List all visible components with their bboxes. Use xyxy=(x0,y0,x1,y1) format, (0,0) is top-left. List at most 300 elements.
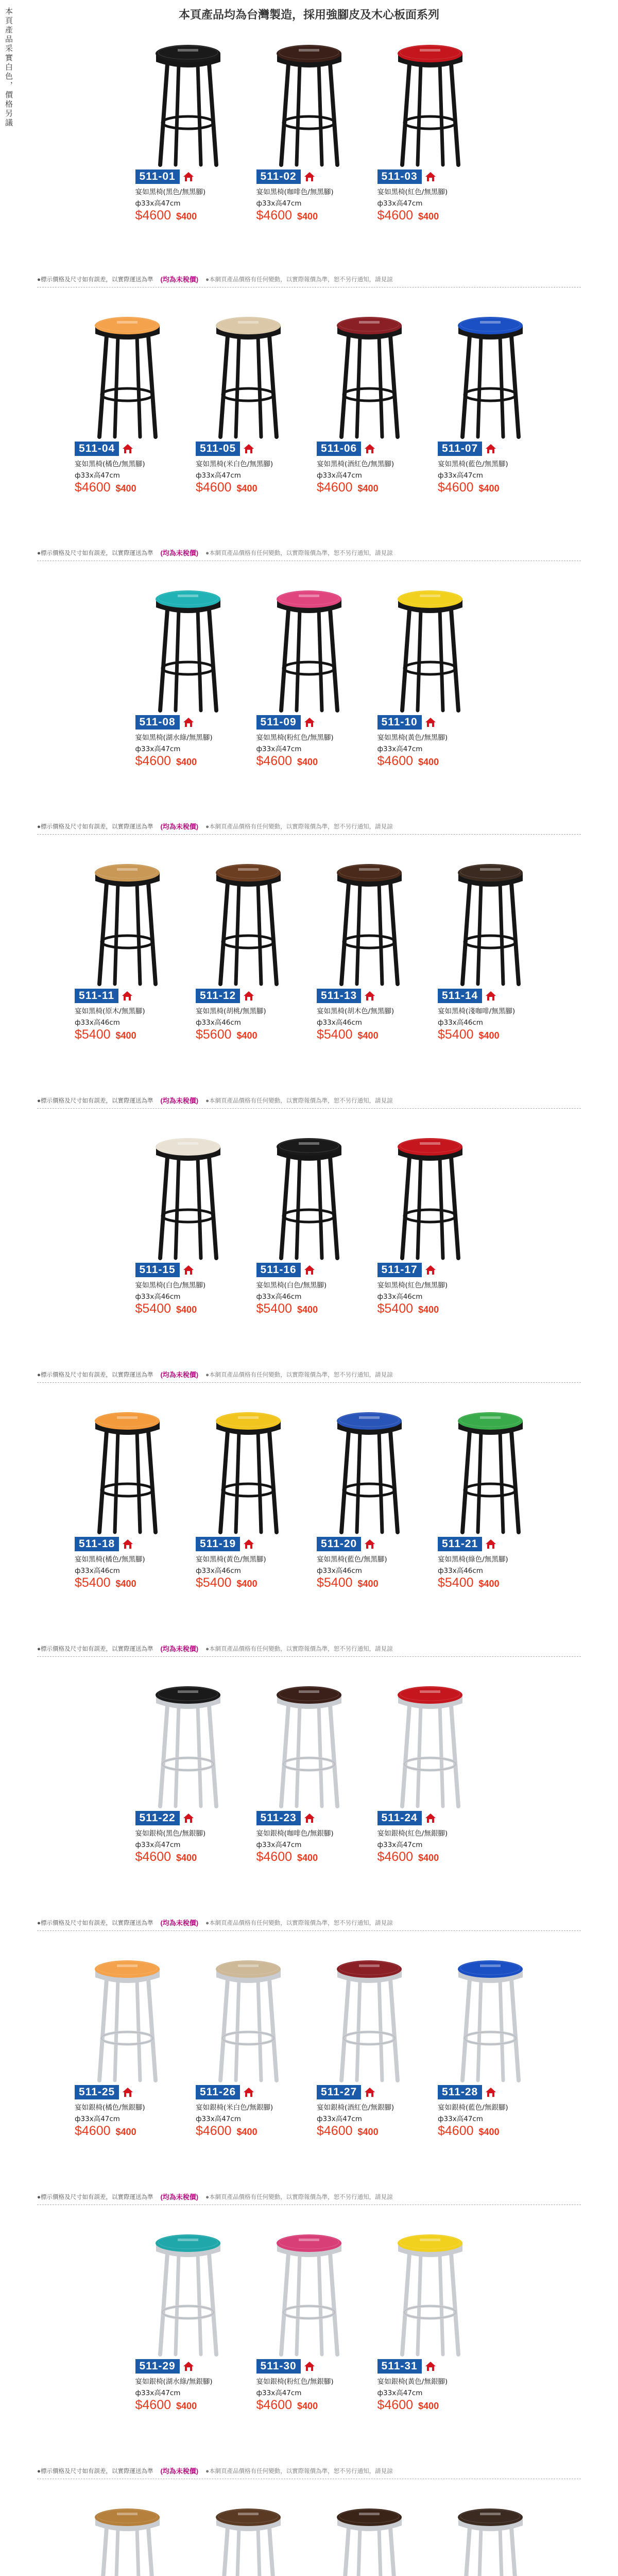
made-in-taiwan-house-icon xyxy=(485,443,496,454)
product-code-line xyxy=(256,715,315,730)
product-price: $5400 xyxy=(135,1301,171,1316)
product-price: $4600 xyxy=(135,208,171,223)
made-in-taiwan-house-icon xyxy=(425,171,436,182)
price-line xyxy=(317,480,379,495)
stool-image xyxy=(75,1399,180,1536)
product-code: 511-25 xyxy=(75,2085,119,2099)
note-right: ●本網頁產品價格有任何變動，以實際報價為準，恕不另行通知，請見諒 xyxy=(205,550,393,556)
stool-image xyxy=(317,1947,422,2084)
product-row xyxy=(0,566,618,769)
product-section xyxy=(0,1388,618,1662)
note-right: ●本網頁產品價格有任何變動，以實際報價為準，恕不另行通知，請見諒 xyxy=(205,1920,393,1926)
product-card[interactable] xyxy=(377,1673,483,1865)
product-extra-price: $400 xyxy=(115,2127,136,2137)
stool-image xyxy=(75,1947,180,2084)
product-code-line xyxy=(196,442,254,456)
product-code: 511-12 xyxy=(196,989,240,1003)
product-dimensions: ф33x高46cm xyxy=(75,1567,120,1575)
price-line xyxy=(196,1575,258,1590)
made-in-taiwan-house-icon xyxy=(304,2361,315,2372)
product-code-line xyxy=(256,170,315,184)
product-price: $4600 xyxy=(135,2398,171,2412)
price-note-bar xyxy=(37,548,581,561)
note-right: ●本網頁產品價格有任何變動，以實際報價為準，恕不另行通知，請見諒 xyxy=(205,1097,393,1104)
product-code: 511-26 xyxy=(196,2085,240,2099)
price-line xyxy=(317,2124,379,2139)
product-extra-price: $400 xyxy=(176,2401,197,2411)
product-card[interactable] xyxy=(256,32,362,223)
made-in-taiwan-house-icon xyxy=(364,2087,375,2098)
made-in-taiwan-house-icon xyxy=(425,2361,436,2372)
product-price: $5400 xyxy=(196,1575,232,1590)
product-extra-price: $400 xyxy=(418,1304,439,1315)
price-note-bar xyxy=(37,1369,581,1383)
product-section xyxy=(0,1936,618,2210)
stool-image xyxy=(317,304,422,440)
product-code: 511-07 xyxy=(438,442,482,456)
product-row xyxy=(0,1936,618,2139)
product-name: 宴如黑椅(橘色/無黑腳) xyxy=(75,460,145,468)
product-section xyxy=(0,566,618,840)
product-extra-price: $400 xyxy=(478,483,500,494)
product-extra-price: $400 xyxy=(115,483,136,494)
product-dimensions: ф33x高46cm xyxy=(317,1567,362,1575)
product-extra-price: $400 xyxy=(176,1304,197,1315)
product-dimensions: ф33x高47cm xyxy=(256,2389,302,2397)
product-name: 宴如黑椅(米白色/無黑腳) xyxy=(196,460,273,468)
product-dimensions: ф33x高47cm xyxy=(317,471,362,480)
product-row xyxy=(0,32,618,223)
product-extra-price: $400 xyxy=(115,1030,136,1041)
stool-image xyxy=(196,2496,301,2576)
product-card[interactable] xyxy=(196,304,301,495)
product-price: $4600 xyxy=(317,480,353,495)
product-name: 宴如黑椅(藍色/無黑腳) xyxy=(438,460,508,468)
product-card[interactable] xyxy=(317,1399,422,1590)
product-name: 宴如銀椅(橘色/無銀腳) xyxy=(75,2104,145,2112)
product-section xyxy=(0,293,618,566)
product-dimensions: ф33x高46cm xyxy=(317,1019,362,1027)
product-extra-price: $400 xyxy=(418,757,439,767)
product-code: 511-13 xyxy=(317,989,361,1003)
made-in-taiwan-house-icon xyxy=(122,443,133,454)
tax-note: (均為未稅價) xyxy=(160,2467,199,2475)
made-in-taiwan-house-icon xyxy=(243,443,254,454)
note-right: ●本網頁產品價格有任何變動，以實際報價為準，恕不另行通知，請見諒 xyxy=(205,276,393,283)
product-price: $4600 xyxy=(196,2124,232,2138)
product-name: 宴如銀椅(藍色/無銀腳) xyxy=(438,2104,508,2112)
product-price: $5400 xyxy=(377,1301,414,1316)
product-name: 宴如黑椅(淺咖啡/無黑腳) xyxy=(438,1007,516,1015)
stool-image xyxy=(196,1399,301,1536)
made-in-taiwan-house-icon xyxy=(425,717,436,728)
product-dimensions: ф33x高47cm xyxy=(196,471,241,480)
stool-image xyxy=(135,1673,241,1810)
product-card[interactable] xyxy=(377,2222,483,2413)
product-card[interactable] xyxy=(438,851,543,1042)
product-extra-price: $400 xyxy=(478,1030,500,1041)
product-card[interactable] xyxy=(135,578,241,769)
product-card[interactable] xyxy=(256,1125,362,1316)
product-code: 511-27 xyxy=(317,2085,361,2099)
product-dimensions: ф33x高47cm xyxy=(377,745,423,753)
product-code-line xyxy=(377,1263,436,1277)
product-price: $4600 xyxy=(256,208,293,223)
product-dimensions: ф33x高47cm xyxy=(377,2389,423,2397)
stool-image xyxy=(196,1947,301,2084)
stool-image xyxy=(196,304,301,440)
price-note-bar xyxy=(37,2192,581,2205)
product-code: 511-11 xyxy=(75,989,118,1003)
product-extra-price: $400 xyxy=(236,1579,258,1589)
product-code-line xyxy=(377,2359,436,2374)
price-line xyxy=(256,1850,318,1865)
product-extra-price: $400 xyxy=(236,2127,258,2137)
product-code-line xyxy=(317,442,375,456)
product-code-line xyxy=(135,715,194,730)
product-card[interactable] xyxy=(75,1399,180,1590)
product-card[interactable] xyxy=(438,1399,543,1590)
price-line xyxy=(75,1027,136,1042)
product-code: 511-23 xyxy=(256,1811,301,1825)
product-extra-price: $400 xyxy=(236,483,258,494)
product-name: 宴如黑椅(咖啡色/無黑腳) xyxy=(256,188,334,196)
price-line xyxy=(317,1575,379,1590)
product-row xyxy=(0,1662,618,1865)
stool-image xyxy=(135,1125,241,1262)
product-price: $4600 xyxy=(377,754,414,768)
product-name: 宴如黑椅(湖水綠/無黑腳) xyxy=(135,734,213,742)
product-extra-price: $400 xyxy=(418,211,439,222)
price-line xyxy=(377,1850,439,1865)
product-price: $4600 xyxy=(317,2124,353,2138)
price-line xyxy=(256,1301,318,1316)
product-row xyxy=(0,2210,618,2413)
note-left: ●標示價格及尺寸如有誤差，以實際運送為準 xyxy=(37,550,153,556)
stool-image xyxy=(196,851,301,988)
stool-image xyxy=(438,2496,543,2576)
product-name: 宴如黑椅(黃色/無黑腳) xyxy=(377,734,448,742)
product-card[interactable] xyxy=(438,304,543,495)
product-card[interactable] xyxy=(377,1125,483,1316)
price-line xyxy=(75,2124,136,2139)
product-price: $4600 xyxy=(438,2124,474,2138)
stool-image xyxy=(438,1947,543,2084)
product-price: $4600 xyxy=(256,1850,293,1864)
price-line xyxy=(317,1027,379,1042)
product-card[interactable] xyxy=(317,2496,422,2576)
product-extra-price: $400 xyxy=(357,1579,379,1589)
product-card[interactable] xyxy=(256,2222,362,2413)
made-in-taiwan-house-icon xyxy=(243,2087,254,2098)
price-line xyxy=(135,2398,197,2413)
product-code: 511-10 xyxy=(377,715,422,730)
note-left: ●標示價格及尺寸如有誤差，以實際運送為準 xyxy=(37,1097,153,1104)
product-price: $5400 xyxy=(256,1301,293,1316)
product-dimensions: ф33x高47cm xyxy=(317,2115,362,2123)
product-row xyxy=(0,1388,618,1590)
product-name: 宴如黑椅(胡桃/無黑腳) xyxy=(196,1007,266,1015)
product-code: 511-22 xyxy=(135,1811,180,1825)
stool-image xyxy=(377,2222,483,2358)
product-card[interactable] xyxy=(438,1947,543,2139)
price-note-bar xyxy=(37,821,581,835)
made-in-taiwan-house-icon xyxy=(183,171,194,182)
stool-image xyxy=(377,32,483,168)
product-code-line xyxy=(438,442,496,456)
product-extra-price: $400 xyxy=(115,1579,136,1589)
product-code: 511-05 xyxy=(196,442,240,456)
product-name: 宴如黑椅(綠色/無黑腳) xyxy=(438,1555,508,1564)
product-code: 511-17 xyxy=(377,1263,422,1277)
price-note-bar xyxy=(37,274,581,287)
price-line xyxy=(196,2124,258,2139)
stool-image xyxy=(438,851,543,988)
made-in-taiwan-house-icon xyxy=(304,1264,315,1276)
product-card[interactable] xyxy=(377,32,483,223)
made-in-taiwan-house-icon xyxy=(122,990,133,1002)
product-dimensions: ф33x高46cm xyxy=(438,1019,483,1027)
stool-image xyxy=(317,851,422,988)
product-code-line xyxy=(438,989,496,1003)
product-price: $5400 xyxy=(317,1027,353,1042)
page-title: 本頁產品均為台灣製造，採用強腳皮及木心板面系列 xyxy=(178,8,439,22)
product-sections xyxy=(0,32,618,2576)
product-code: 511-21 xyxy=(438,1537,482,1551)
product-card[interactable] xyxy=(75,2496,180,2576)
note-right: ●本網頁產品價格有任何變動，以實際報價為準，恕不另行通知，請見諒 xyxy=(205,1371,393,1378)
product-card[interactable] xyxy=(196,2496,301,2576)
product-card[interactable] xyxy=(135,1125,241,1316)
product-card[interactable] xyxy=(196,1947,301,2139)
product-name: 宴如黑椅(橘色/無黑腳) xyxy=(75,1555,145,1564)
price-line xyxy=(377,1301,439,1316)
price-line xyxy=(256,754,318,769)
product-row xyxy=(0,840,618,1042)
product-card[interactable] xyxy=(256,1673,362,1865)
stool-image xyxy=(317,2496,422,2576)
product-card[interactable] xyxy=(135,2222,241,2413)
product-card[interactable] xyxy=(75,851,180,1042)
product-code-line xyxy=(75,1537,133,1551)
product-name: 宴如銀椅(湖水綠/無銀腳) xyxy=(135,2378,213,2386)
product-section xyxy=(0,32,618,293)
price-line xyxy=(438,1575,500,1590)
product-extra-price: $400 xyxy=(176,1853,197,1863)
note-right: ●本網頁產品價格有任何變動，以實際報價為準，恕不另行通知，請見諒 xyxy=(205,2194,393,2200)
tax-note: (均為未稅價) xyxy=(160,1919,199,1927)
tax-note: (均為未稅價) xyxy=(160,1097,199,1105)
product-code: 511-03 xyxy=(377,170,422,184)
product-section xyxy=(0,2484,618,2576)
product-dimensions: ф33x高47cm xyxy=(256,1841,302,1849)
product-row xyxy=(0,293,618,495)
tax-note: (均為未稅價) xyxy=(160,1645,199,1653)
product-dimensions: ф33x高46cm xyxy=(377,1293,423,1301)
made-in-taiwan-house-icon xyxy=(304,717,315,728)
product-code: 511-08 xyxy=(135,715,180,730)
product-card[interactable] xyxy=(317,1947,422,2139)
made-in-taiwan-house-icon xyxy=(304,1812,315,1824)
stool-image xyxy=(256,578,362,714)
product-extra-price: $400 xyxy=(357,1030,379,1041)
product-code: 511-18 xyxy=(75,1537,119,1551)
stool-image xyxy=(377,1673,483,1810)
product-code-line xyxy=(135,1811,194,1825)
product-dimensions: ф33x高47cm xyxy=(135,199,181,208)
product-code-line xyxy=(377,715,436,730)
product-name: 宴如黑椅(粉紅色/無黑腳) xyxy=(256,734,334,742)
price-line xyxy=(75,480,136,495)
product-code: 511-06 xyxy=(317,442,361,456)
product-section xyxy=(0,2210,618,2484)
product-price: $5400 xyxy=(75,1575,111,1590)
made-in-taiwan-house-icon xyxy=(485,2087,496,2098)
product-code-line xyxy=(438,1537,496,1551)
note-right: ●本網頁產品價格有任何變動，以實際報價為準，恕不另行通知，請見諒 xyxy=(205,823,393,830)
product-card[interactable] xyxy=(196,851,301,1042)
product-price: $4600 xyxy=(196,480,232,495)
product-section xyxy=(0,840,618,1114)
price-note-bar xyxy=(37,1095,581,1109)
product-dimensions: ф33x高47cm xyxy=(135,745,181,753)
product-price: $4600 xyxy=(377,1850,414,1864)
stool-image xyxy=(75,851,180,988)
product-section xyxy=(0,1662,618,1936)
product-extra-price: $400 xyxy=(297,1853,318,1863)
made-in-taiwan-house-icon xyxy=(485,1538,496,1550)
made-in-taiwan-house-icon xyxy=(243,990,254,1002)
made-in-taiwan-house-icon xyxy=(243,1538,254,1550)
product-extra-price: $400 xyxy=(418,1853,439,1863)
stool-image xyxy=(256,1125,362,1262)
product-card[interactable] xyxy=(438,2496,543,2576)
product-card[interactable] xyxy=(135,32,241,223)
stool-image xyxy=(135,32,241,168)
note-right: ●本網頁產品價格有任何變動，以實際報價為準，恕不另行通知，請見諒 xyxy=(205,2468,393,2475)
product-code-line xyxy=(135,1263,194,1277)
product-card[interactable] xyxy=(317,851,422,1042)
product-card[interactable] xyxy=(135,1673,241,1865)
product-card[interactable] xyxy=(317,304,422,495)
stool-image xyxy=(256,1673,362,1810)
product-code-line xyxy=(377,170,436,184)
note-left: ●標示價格及尺寸如有誤差，以實際運送為準 xyxy=(37,2194,153,2200)
product-code: 511-02 xyxy=(256,170,301,184)
made-in-taiwan-house-icon xyxy=(364,1538,375,1550)
price-note-bar xyxy=(37,1643,581,1657)
tax-note: (均為未稅價) xyxy=(160,276,199,283)
product-price: $4600 xyxy=(377,208,414,223)
product-extra-price: $400 xyxy=(297,2401,318,2411)
product-card[interactable] xyxy=(377,578,483,769)
product-code: 511-28 xyxy=(438,2085,482,2099)
price-line xyxy=(377,2398,439,2413)
product-code-line xyxy=(256,2359,315,2374)
product-code: 511-29 xyxy=(135,2359,180,2374)
made-in-taiwan-house-icon xyxy=(425,1264,436,1276)
product-extra-price: $400 xyxy=(236,1030,258,1041)
product-name: 宴如銀椅(米白色/無銀腳) xyxy=(196,2104,273,2112)
made-in-taiwan-house-icon xyxy=(183,717,194,728)
product-code: 511-16 xyxy=(256,1263,301,1277)
product-dimensions: ф33x高47cm xyxy=(135,2389,181,2397)
stool-image xyxy=(377,578,483,714)
product-card[interactable] xyxy=(75,1947,180,2139)
product-code: 511-14 xyxy=(438,989,482,1003)
price-note-bar xyxy=(37,1918,581,1931)
product-code-line xyxy=(256,1263,315,1277)
note-right: ●本網頁產品價格有任何變動，以實際報價為準，恕不另行通知，請見諒 xyxy=(205,1646,393,1652)
product-name: 宴如黑椅(藍色/無黑腳) xyxy=(317,1555,387,1564)
product-extra-price: $400 xyxy=(176,211,197,222)
price-line xyxy=(196,480,258,495)
product-name: 宴如銀椅(黑色/無銀腳) xyxy=(135,1829,206,1838)
price-line xyxy=(135,208,197,223)
product-price: $4600 xyxy=(438,480,474,495)
product-code-line xyxy=(75,989,133,1003)
side-note: 本頁產品采實白色，價格另議 xyxy=(4,7,13,128)
product-name: 宴如銀椅(紅色/無銀腳) xyxy=(377,1829,448,1838)
product-code: 511-24 xyxy=(377,1811,422,1825)
made-in-taiwan-house-icon xyxy=(364,990,375,1002)
made-in-taiwan-house-icon xyxy=(485,990,496,1002)
product-extra-price: $400 xyxy=(478,2127,500,2137)
product-dimensions: ф33x高47cm xyxy=(438,471,483,480)
product-card[interactable] xyxy=(196,1399,301,1590)
product-code: 511-04 xyxy=(75,442,119,456)
product-dimensions: ф33x高46cm xyxy=(196,1567,241,1575)
made-in-taiwan-house-icon xyxy=(364,443,375,454)
product-dimensions: ф33x高46cm xyxy=(75,1019,120,1027)
product-code: 511-01 xyxy=(135,170,180,184)
product-name: 宴如銀椅(酒紅色/無銀腳) xyxy=(317,2104,394,2112)
stool-image xyxy=(75,2496,180,2576)
product-dimensions: ф33x高47cm xyxy=(377,1841,423,1849)
product-code-line xyxy=(75,442,133,456)
note-left: ●標示價格及尺寸如有誤差，以實際運送為準 xyxy=(37,823,153,830)
product-price: $5400 xyxy=(317,1575,353,1590)
price-line xyxy=(75,1575,136,1590)
product-code-line xyxy=(317,989,375,1003)
product-card[interactable] xyxy=(75,304,180,495)
product-code-line xyxy=(256,1811,315,1825)
note-left: ●標示價格及尺寸如有誤差，以實際運送為準 xyxy=(37,276,153,283)
product-code-line xyxy=(196,2085,254,2099)
product-code-line xyxy=(196,989,254,1003)
product-price: $4600 xyxy=(75,2124,111,2138)
product-code-line xyxy=(377,1811,436,1825)
tax-note: (均為未稅價) xyxy=(160,823,199,831)
product-name: 宴如黑椅(白色/無黑腳) xyxy=(135,1281,206,1290)
product-price: $5400 xyxy=(438,1027,474,1042)
price-line xyxy=(135,1301,197,1316)
product-name: 宴如黑椅(酒紅色/無黑腳) xyxy=(317,460,394,468)
product-extra-price: $400 xyxy=(357,2127,379,2137)
made-in-taiwan-house-icon xyxy=(183,2361,194,2372)
product-card[interactable] xyxy=(256,578,362,769)
product-extra-price: $400 xyxy=(418,2401,439,2411)
product-dimensions: ф33x高46cm xyxy=(438,1567,483,1575)
price-line xyxy=(256,208,318,223)
product-name: 宴如銀椅(粉紅色/無銀腳) xyxy=(256,2378,334,2386)
product-code: 511-09 xyxy=(256,715,301,730)
price-line xyxy=(135,1850,197,1865)
stool-image xyxy=(377,1125,483,1262)
note-left: ●標示價格及尺寸如有誤差，以實際運送為準 xyxy=(37,2468,153,2475)
tax-note: (均為未稅價) xyxy=(160,1371,199,1379)
price-line xyxy=(438,1027,500,1042)
